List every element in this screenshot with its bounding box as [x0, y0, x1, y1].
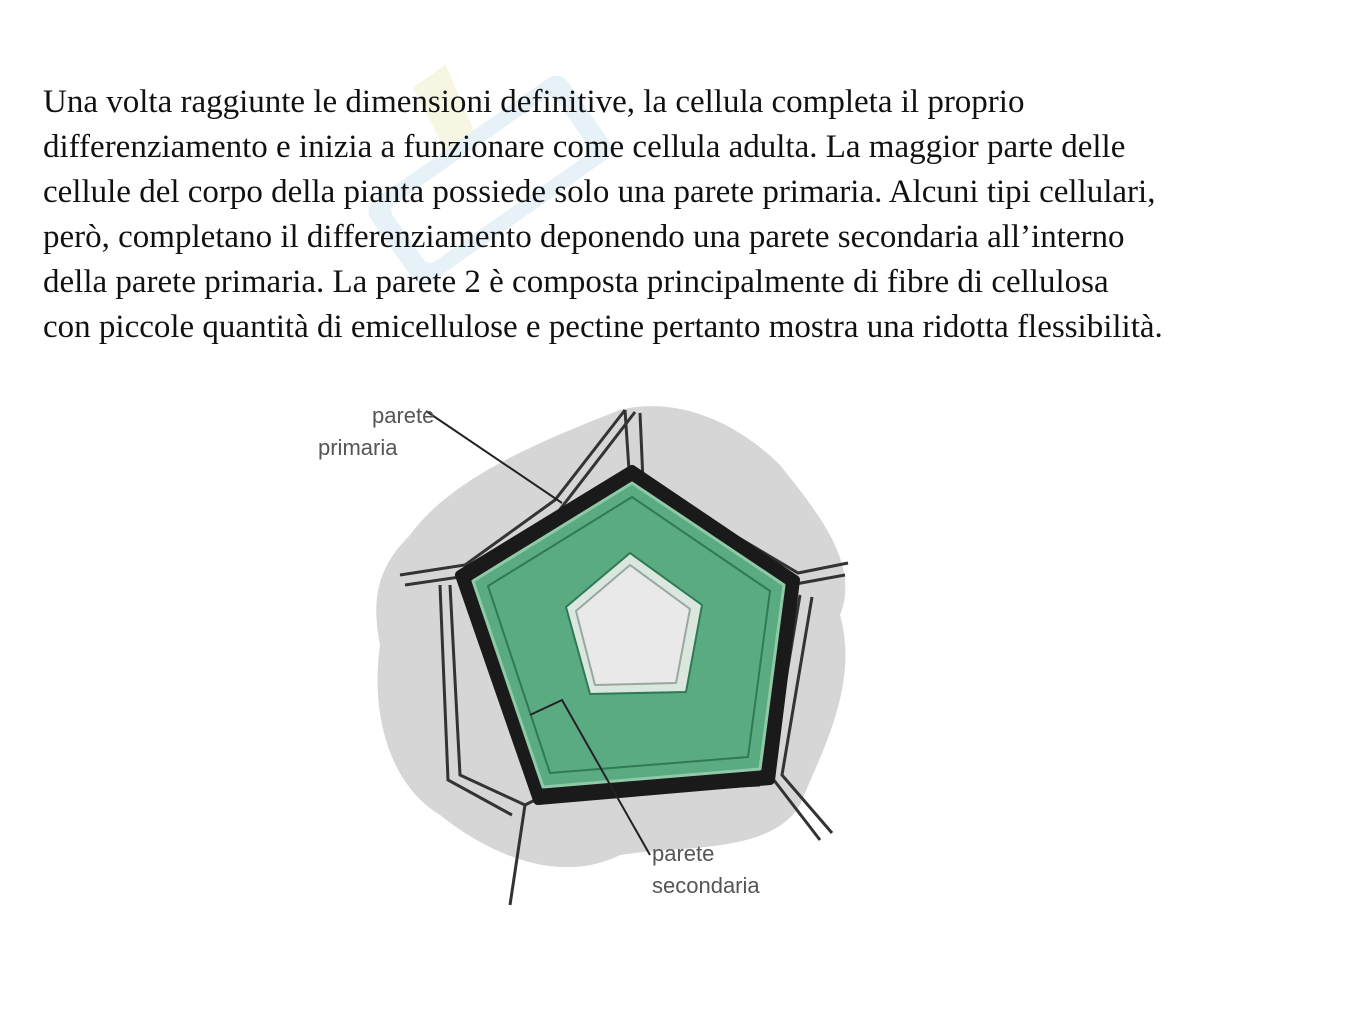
paragraph-line: differenziamento e inizia a funzionare come cellula adulta. La maggior parte delle: [43, 129, 1126, 165]
label-primary-line1: parete: [372, 403, 435, 428]
paragraph-line: cellule del corpo della pianta possiede solo una parete primaria. Alcuni tipi cellulari,: [43, 174, 1156, 210]
label-secondary-line1: parete: [652, 841, 715, 866]
paragraph-line: con piccole quantità di emicellulose e pectine pertanto mostra una ridotta flessibilità.: [43, 309, 1163, 345]
label-secondary-line2: secondaria: [652, 873, 760, 898]
paragraph-line: Una volta raggiunte le dimensioni definitive, la cellula completa il proprio: [43, 84, 1025, 120]
paragraph-line: della parete primaria. La parete 2 è composta principalmente di fibre di cellulosa: [43, 264, 1109, 300]
cell-wall-diagram: [300, 385, 860, 915]
paragraph-line: però, completano il differenziamento deponendo una parete secondaria all’interno: [43, 219, 1125, 255]
label-primary-line2: primaria: [318, 435, 398, 460]
body-paragraph: [43, 80, 1333, 350]
